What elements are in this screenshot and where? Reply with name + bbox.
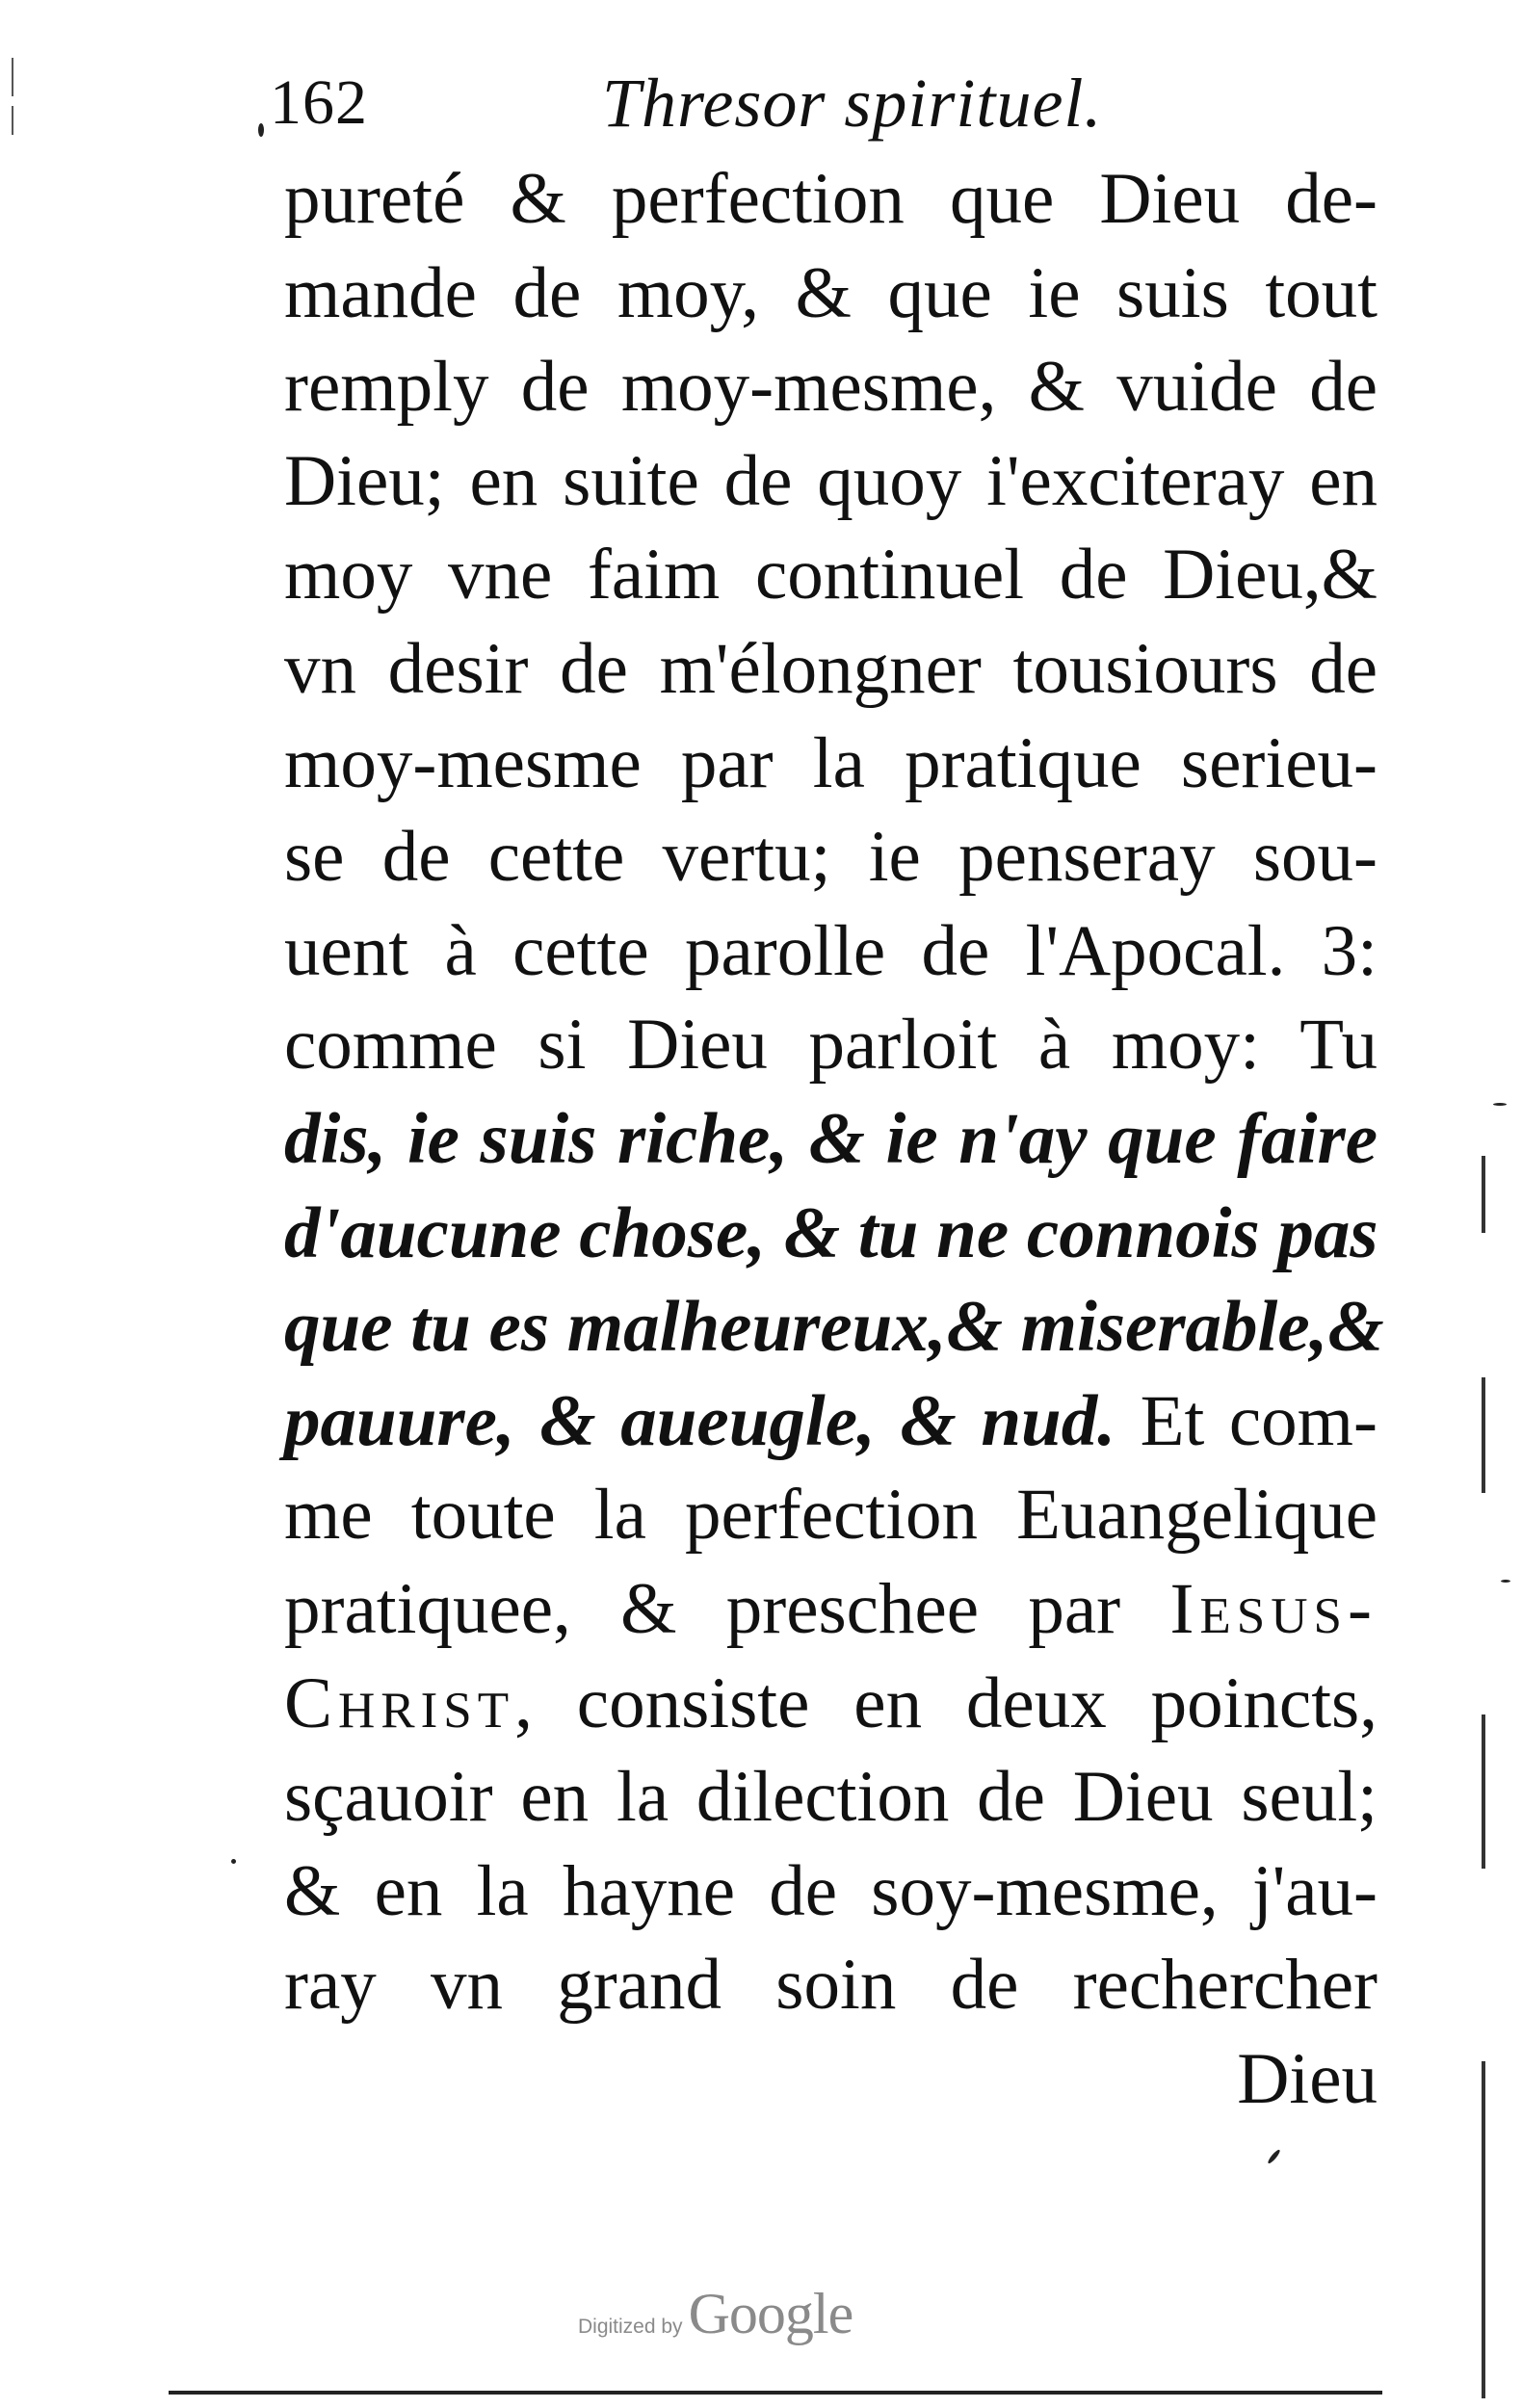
bottom-rule xyxy=(169,2391,1382,2395)
text-line: ray vn grand soin de rechercher xyxy=(284,1945,1378,2026)
page-number: 162 xyxy=(270,67,368,138)
page-edge-line xyxy=(1482,1714,1485,1869)
scan-speck xyxy=(1267,2148,1281,2164)
google-logo: Google xyxy=(688,2282,853,2345)
italic-quote-end: pauure, & aueugle, & nud. xyxy=(284,1380,1116,1461)
catchword: Dieu xyxy=(1237,2038,1378,2119)
text-segment: , consiste en deux poincts, xyxy=(514,1662,1378,1743)
running-title: Thresor spirituel. xyxy=(602,65,1103,142)
mixed-line xyxy=(284,1562,1378,1657)
mixed-line xyxy=(284,1657,1378,1751)
text-line: mande de moy, & que ie suis tout xyxy=(284,252,1378,333)
body-text xyxy=(284,152,1384,2126)
page-edge-line xyxy=(12,58,13,96)
digitized-watermark xyxy=(578,2281,983,2358)
text-line: me toute la perfection Euangelique xyxy=(284,1475,1378,1556)
text-line: vn desir de m'élongner tousiours de xyxy=(284,628,1378,709)
name-jesus: Iesus- xyxy=(1169,1568,1378,1649)
running-head xyxy=(270,60,1137,146)
text-line: moy-mesme par la pratique serieu- xyxy=(284,722,1378,803)
text-line: uent à cette parolle de l'Apocal. 3: xyxy=(284,910,1378,991)
text-line: pureté & perfection que Dieu de- xyxy=(284,159,1378,239)
scan-speck xyxy=(231,1859,236,1864)
name-christ: Christ xyxy=(284,1662,515,1743)
mixed-line xyxy=(284,1374,1378,1469)
text-segment: pratiquee, & preschee par xyxy=(284,1568,1121,1649)
page-edge-line xyxy=(1482,1377,1485,1493)
text-line: remply de moy-mesme, & vuide de xyxy=(284,347,1378,428)
italic-quote-line: d'aucune chose, & tu ne connois pas xyxy=(284,1192,1378,1273)
italic-quote-line: que tu es malheureux,& miserable,& xyxy=(284,1287,1384,1368)
scan-speck xyxy=(1493,1103,1507,1106)
text-line: & en la hayne de soy-mesme, j'au- xyxy=(284,1850,1378,1931)
page-edge-line xyxy=(1482,1156,1485,1233)
roman-resume: Et com- xyxy=(1140,1380,1378,1461)
scan-speck xyxy=(1501,1580,1510,1583)
page-edge-line xyxy=(12,106,13,135)
italic-quote-line: dis, ie suis riche, & ie n'ay que faire xyxy=(284,1098,1378,1179)
text-line: se de cette vertu; ie penseray sou- xyxy=(284,817,1378,898)
page-edge-line xyxy=(1482,2061,1485,2398)
text-line: moy vne faim continuel de Dieu,& xyxy=(284,535,1378,615)
text-line: comme si Dieu parloit à moy: Tu xyxy=(284,1005,1378,1086)
watermark-prefix: Digitized by xyxy=(578,2316,683,2338)
text-line: sçauoir en la dilection de Dieu seul; xyxy=(284,1757,1378,1838)
scan-speck xyxy=(258,123,264,137)
text-line: Dieu; en suite de quoy i'exciteray en xyxy=(284,440,1378,521)
